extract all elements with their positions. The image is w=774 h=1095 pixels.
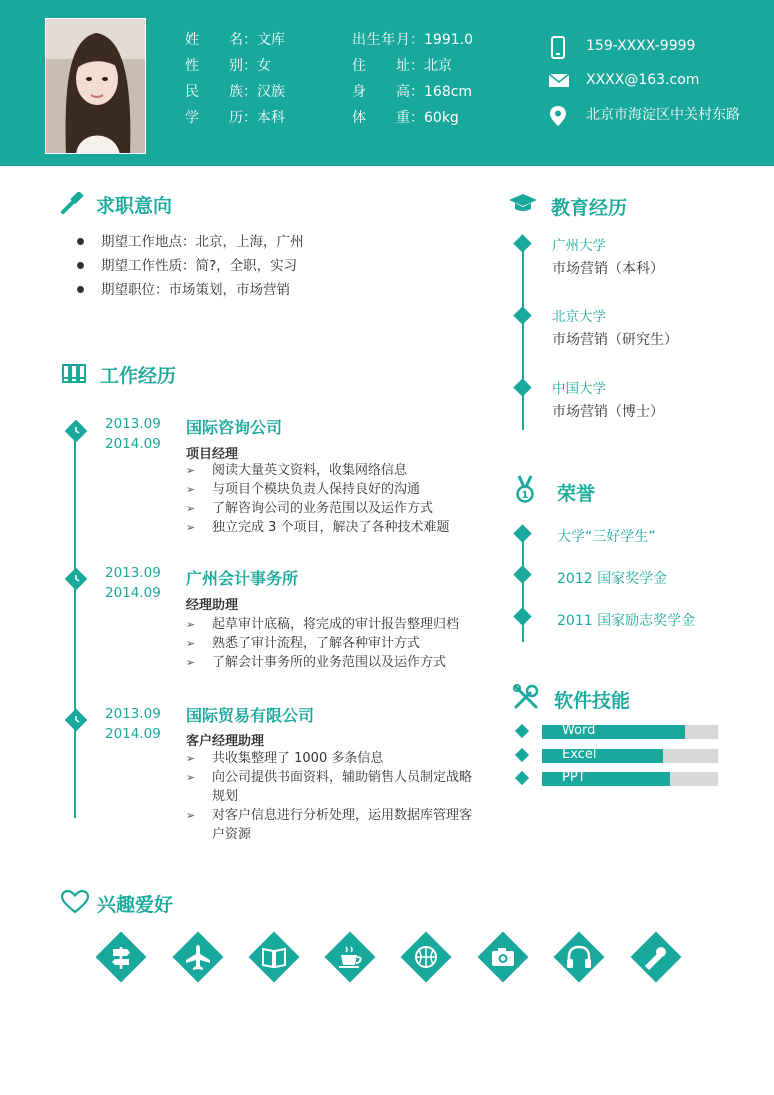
profile-right-column — [352, 30, 473, 134]
skill-name: Excel — [562, 747, 597, 762]
location-pin-icon — [548, 105, 568, 127]
profile-left-column — [185, 30, 285, 134]
job-dates: 2013.09 2014.09 — [105, 706, 161, 742]
skill-marker — [515, 771, 529, 785]
signpost-icon — [96, 932, 146, 982]
headphones-icon — [554, 932, 604, 982]
envelope-icon — [548, 70, 570, 90]
timeline-marker — [513, 524, 531, 542]
list-item: 期望职位：市场策划，市场营销 — [77, 280, 304, 304]
job-role: 经理助理 — [186, 598, 239, 613]
clock-icon — [70, 425, 82, 437]
list-item: ➢ 独立完成 3 个项目，解决了各种技术难题 — [186, 518, 486, 537]
field-ethnicity: 民族：汉族 — [185, 84, 285, 100]
portrait-photo — [45, 18, 146, 154]
skill-name: PPT — [562, 770, 586, 785]
skill-name: Word — [562, 723, 596, 738]
job-items — [186, 749, 476, 844]
field-address: 住址：北京 — [352, 58, 452, 74]
list-item: 期望工作性质：简?，全职，实习 — [77, 256, 304, 280]
edu-major: 市场营销（研究生） — [552, 332, 678, 348]
timeline-marker — [513, 565, 531, 583]
edu-major: 市场营销（博士） — [552, 404, 664, 420]
edu-school: 中国大学 — [552, 381, 606, 397]
field-education: 学历：本科 — [185, 110, 285, 126]
job-role: 项目经理 — [186, 447, 239, 462]
honor-item: 大学“三好学生” — [557, 529, 656, 545]
job-company: 国际咨询公司 — [186, 418, 283, 437]
skill-bar-excel — [542, 749, 718, 763]
skills-title: 软件技能 — [554, 690, 631, 712]
graduation-cap-icon — [508, 193, 538, 213]
books-icon — [62, 362, 88, 384]
job-role: 客户经理助理 — [186, 734, 265, 749]
tools-icon — [512, 683, 540, 711]
hobbies-title: 兴趣爱好 — [97, 894, 174, 916]
skill-bar-ppt — [542, 772, 718, 786]
skill-marker — [515, 724, 529, 738]
job-items — [186, 461, 486, 537]
coffee-icon — [325, 932, 375, 982]
header-banner: 姓名：文库 性别：女 民族：汉族 学历：本科 出生年月：1991.0 住址：北京 身高：168cm 体重：60kg 159-XXXX-9999 XXXX@163.com 北京市海淀区中关村东路 — [0, 0, 774, 166]
list-item: ➢ 向公司提供书面资料，辅助销售人员制定战略规划 — [186, 768, 476, 806]
timeline-marker — [513, 306, 531, 324]
honor-item: 2012 国家奖学金 — [557, 571, 668, 587]
field-gender: 性别：女 — [185, 58, 271, 74]
field-height: 身高：168cm — [352, 84, 473, 100]
job-company: 国际贸易有限公司 — [186, 706, 315, 725]
timeline-marker — [513, 378, 531, 396]
list-item: ➢ 对客户信息进行分析处理，运用数据库管理客户资源 — [186, 806, 476, 844]
skill-fill — [542, 749, 663, 763]
edu-school: 广州大学 — [552, 238, 606, 254]
edu-major: 市场营销（本科） — [552, 261, 664, 277]
edu-school: 北京大学 — [552, 309, 606, 325]
heart-icon — [61, 890, 89, 914]
list-item: 期望工作地点：北京，上海，广州 — [77, 232, 304, 256]
education-title: 教育经历 — [551, 197, 628, 219]
microphone-icon — [631, 932, 681, 982]
phone-icon — [548, 36, 568, 60]
skill-marker — [515, 748, 529, 762]
list-item: ➢ 起草审计底稿，将完成的审计报告整理归档 — [186, 615, 486, 634]
list-item: ➢ 熟悉了审计流程，了解各种审计方式 — [186, 634, 486, 653]
medal-icon — [514, 475, 536, 503]
book-icon — [249, 932, 299, 982]
list-item: ➢ 了解咨询公司的业务范围以及运作方式 — [186, 499, 486, 518]
intent-title: 求职意向 — [96, 195, 173, 217]
skill-bar-word — [542, 725, 718, 739]
clock-icon — [70, 573, 82, 585]
camera-icon — [478, 932, 528, 982]
timeline-marker — [513, 234, 531, 252]
work-title: 工作经历 — [100, 365, 177, 387]
list-item: ➢ 共收集整理了 1000 多条信息 — [186, 749, 476, 768]
field-birth: 出生年月：1991.0 — [352, 32, 473, 48]
honor-item: 2011 国家励志奖学金 — [557, 613, 696, 629]
airplane-icon — [173, 932, 223, 982]
field-name: 姓名：文库 — [185, 32, 285, 48]
svg-text:1: 1 — [521, 490, 529, 501]
honors-title: 荣誉 — [557, 483, 596, 505]
job-dates: 2013.09 2014.09 — [105, 565, 161, 601]
job-dates: 2013.09 2014.09 — [105, 416, 161, 452]
list-item: ➢ 阅读大量英文资料，收集网络信息 — [186, 461, 486, 480]
work-timeline-line — [74, 428, 76, 818]
list-item: ➢ 了解会计事务所的业务范围以及运作方式 — [186, 653, 486, 672]
list-item: ➢ 与项目个模块负责人保持良好的沟通 — [186, 480, 486, 499]
education-timeline-line — [522, 238, 524, 430]
intent-list — [77, 232, 304, 304]
job-company: 广州会计事务所 — [186, 569, 299, 588]
job-items — [186, 615, 486, 672]
clock-icon — [70, 714, 82, 726]
basketball-icon — [401, 932, 451, 982]
timeline-marker — [513, 607, 531, 625]
field-weight: 体重：60kg — [352, 110, 459, 126]
hammer-icon — [60, 192, 84, 214]
